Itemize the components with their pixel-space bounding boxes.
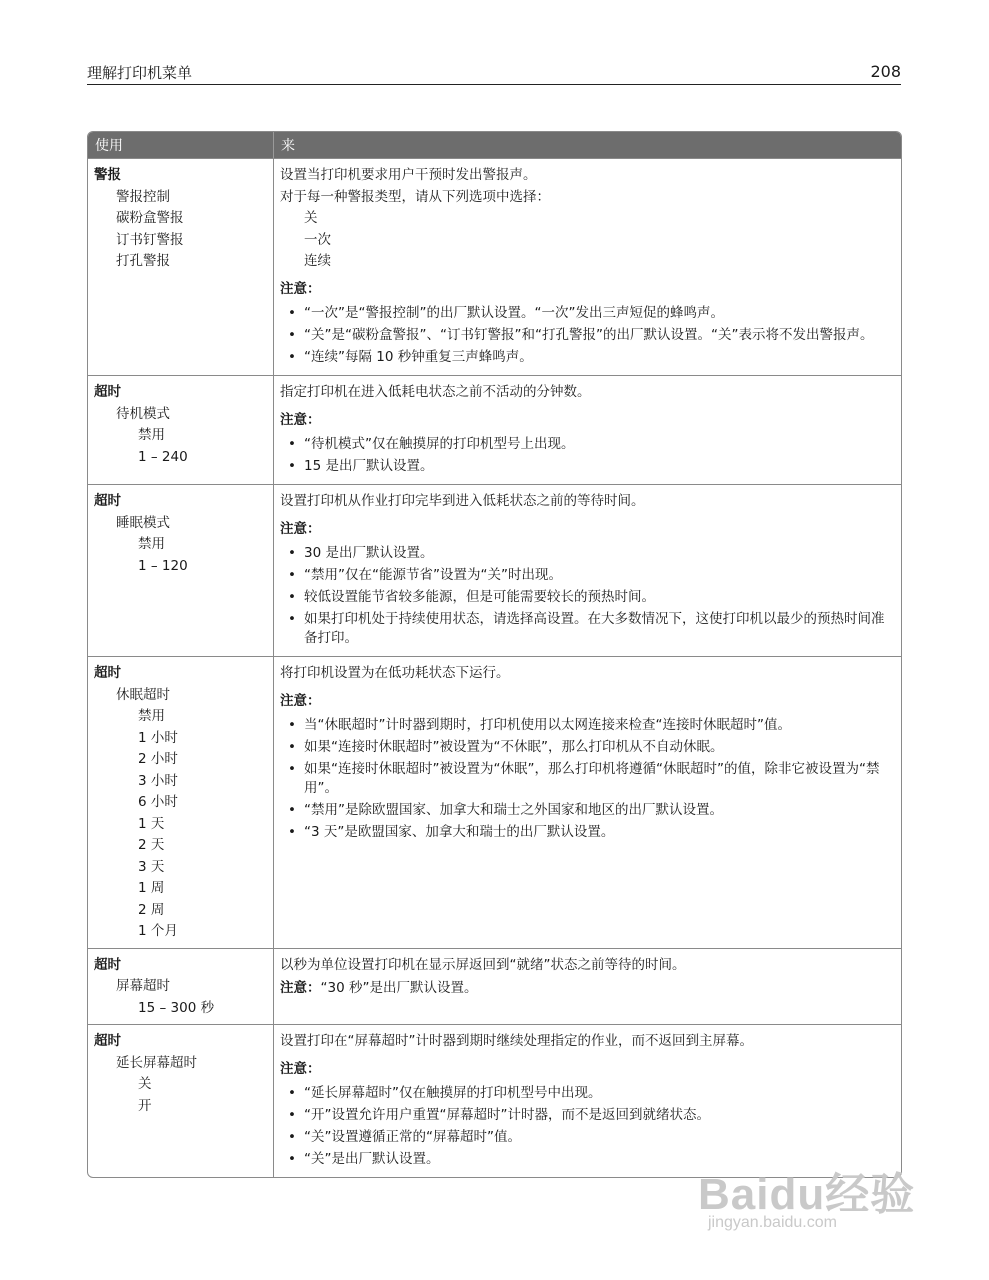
- description-text: 设置打印在“屏幕超时”计时器到期时继续处理指定的作业，而不返回到主屏幕。: [280, 1033, 753, 1049]
- setting-item: 禁用: [138, 708, 165, 724]
- setting-group: 警报: [94, 167, 121, 183]
- note-item: • “待机模式”仅在触摸屏的打印机型号上出现。: [280, 435, 895, 454]
- description-text: 将打印机设置为在低功耗状态下运行。: [280, 665, 510, 681]
- setting-cell: [88, 375, 273, 484]
- setting-group: 超时: [94, 384, 121, 400]
- note-text: “30 秒”是出厂默认设置。: [320, 980, 478, 996]
- note-list: [280, 435, 895, 476]
- setting-item: 屏幕超时: [116, 978, 170, 994]
- setting-item: 碳粉盒警报: [116, 210, 184, 226]
- setting-item: 1 个月: [138, 923, 178, 939]
- description-cell: [273, 484, 901, 656]
- setting-item: 开: [138, 1097, 152, 1114]
- setting-item: 1 – 240: [138, 448, 188, 465]
- setting-item: 1 小时: [138, 729, 178, 746]
- setting-item: 2 天: [138, 837, 165, 853]
- note-item: • 30 是出厂默认设置。: [280, 544, 895, 563]
- setting-item: 3 天: [138, 858, 165, 875]
- column-header-use: 使用: [88, 132, 273, 158]
- note-item: • 较低设置能节省较多能源，但是可能需要较长的预热时间。: [280, 588, 895, 607]
- note-label: 注意：: [280, 1060, 321, 1077]
- note-item: • “连续”每隔 10 秒钟重复三声蜂鸣声。: [280, 348, 895, 367]
- note-label: 注意：: [280, 692, 321, 709]
- description-text: 对于每一种警报类型，请从下列选项中选择：: [280, 188, 550, 205]
- description-text: 设置当打印机要求用户干预时发出警报声。: [280, 167, 537, 183]
- setting-item: 1 周: [138, 880, 165, 896]
- setting-item: 禁用: [138, 536, 165, 552]
- note-label: 注意：: [280, 980, 321, 996]
- setting-group: 超时: [94, 665, 121, 681]
- table-row: [88, 656, 901, 948]
- note-item: • “延长屏幕超时”仅在触摸屏的打印机型号中出现。: [280, 1084, 895, 1103]
- table-row: [88, 158, 901, 375]
- note-list: [280, 304, 895, 367]
- setting-item: 睡眠模式: [116, 514, 170, 531]
- page-header: [87, 62, 901, 85]
- watermark-logo: Baidu经验: [698, 1170, 916, 1219]
- setting-item: 2 小时: [138, 751, 178, 767]
- description-cell: [273, 158, 901, 375]
- setting-cell: [88, 656, 273, 948]
- setting-group: 超时: [94, 956, 121, 973]
- watermark-url: jingyan.baidu.com: [708, 1214, 837, 1231]
- description-cell: [273, 948, 901, 1025]
- setting-item: 关: [138, 1076, 152, 1092]
- setting-cell: [88, 484, 273, 656]
- setting-item: 打孔警报: [116, 253, 170, 269]
- note-item: • “开”设置允许用户重置“屏幕超时”计时器，而不是返回到就绪状态。: [280, 1106, 895, 1125]
- note-item: • 15 是出厂默认设置。: [280, 457, 895, 476]
- page-number: 208: [870, 62, 901, 81]
- note-item: • “3 天”是欧盟国家、加拿大和瑞士的出厂默认设置。: [280, 823, 895, 842]
- setting-cell: [88, 158, 273, 375]
- note-item: • 如果“连接时休眠超时”被设置为“休眠”，那么打印机将遵循“休眠超时”的值，除非它被设置为“禁用”。: [280, 760, 895, 798]
- watermark: [698, 1150, 918, 1245]
- note-item: • “禁用”仅在“能源节省”设置为“关”时出现。: [280, 566, 895, 585]
- setting-item: 6 小时: [138, 794, 178, 810]
- description-cell: [273, 375, 901, 484]
- note-item: • 如果打印机处于持续使用状态，请选择高设置。在大多数情况下，这使打印机以最少的预热时间准备打印。: [280, 610, 895, 648]
- setting-cell: [88, 1024, 273, 1177]
- setting-item: 待机模式: [116, 405, 170, 422]
- inline-note: [280, 978, 895, 1000]
- note-item: • “禁用”是除欧盟国家、加拿大和瑞士之外国家和地区的出厂默认设置。: [280, 801, 895, 820]
- setting-item: 警报控制: [116, 188, 170, 205]
- page-title: 理解打印机菜单: [87, 64, 193, 82]
- setting-item: 延长屏幕超时: [116, 1054, 197, 1071]
- description-cell: [273, 656, 901, 948]
- setting-item: 2 周: [138, 901, 165, 918]
- description-text: 以秒为单位设置打印机在显示屏返回到“就绪”状态之前等待的时间。: [280, 956, 686, 973]
- note-list: [280, 716, 895, 842]
- note-label: 注意：: [280, 520, 321, 537]
- setting-item: 15 – 300 秒: [138, 999, 215, 1016]
- note-label: 注意：: [280, 280, 321, 297]
- setting-item: 1 – 120: [138, 557, 188, 574]
- note-item: • “关”是“碳粉盒警报”、“订书钉警报”和“打孔警报”的出厂默认设置。“关”表示将不发出警报声。: [280, 326, 895, 345]
- note-item: • “关”设置遵循正常的“屏幕超时”值。: [280, 1128, 895, 1147]
- table-row: [88, 948, 901, 1025]
- setting-item: 1 天: [138, 815, 165, 832]
- note-item: • “关”是出厂默认设置。: [280, 1150, 895, 1169]
- note-item: • 当“休眠超时”计时器到期时，打印机使用以太网连接来检查“连接时休眠超时”值。: [280, 716, 895, 735]
- column-header-purpose: 来: [273, 132, 901, 158]
- note-list: [280, 544, 895, 648]
- menu-table: [87, 131, 902, 1178]
- setting-item: 休眠超时: [116, 686, 170, 703]
- description-text: 指定打印机在进入低耗电状态之前不活动的分钟数。: [280, 384, 591, 400]
- note-item: • 如果“连接时休眠超时”被设置为“不休眠”，那么打印机从不自动休眠。: [280, 738, 895, 757]
- setting-item: 订书钉警报: [116, 231, 184, 248]
- note-label: 注意：: [280, 411, 321, 428]
- setting-item: 3 小时: [138, 772, 178, 789]
- table-header-row: [88, 132, 901, 158]
- option-value: 连续: [304, 253, 331, 269]
- setting-group: 超时: [94, 1033, 121, 1049]
- option-value: 一次: [304, 231, 331, 248]
- description-text: 设置打印机从作业打印完毕到进入低耗状态之前的等待时间。: [280, 493, 645, 509]
- setting-item: 禁用: [138, 427, 165, 443]
- table-row: [88, 375, 901, 484]
- setting-cell: [88, 948, 273, 1025]
- option-value: 关: [304, 210, 318, 226]
- setting-group: 超时: [94, 493, 121, 509]
- table-row: [88, 484, 901, 656]
- note-item: • “一次”是“警报控制”的出厂默认设置。“一次”发出三声短促的蜂鸣声。: [280, 304, 895, 323]
